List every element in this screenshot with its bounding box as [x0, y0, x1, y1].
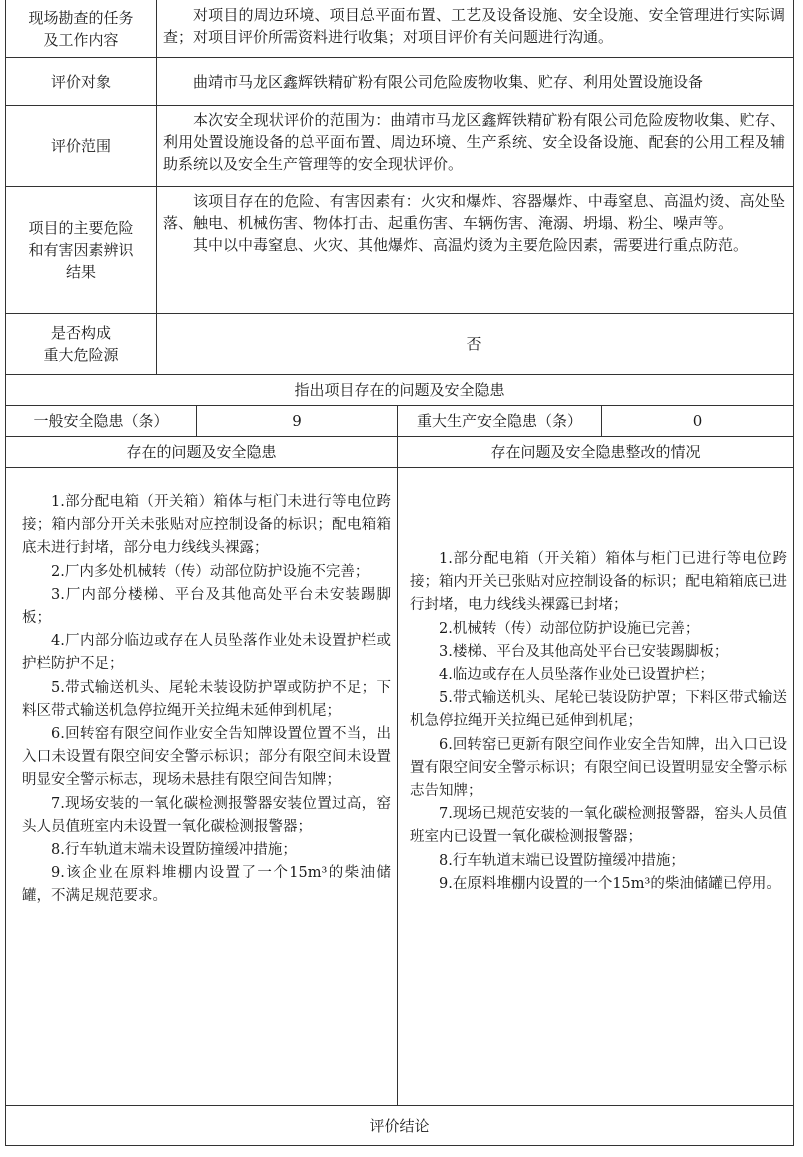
object-text: 曲靖市马龙区鑫辉铁精矿粉有限公司危险废物收集、贮存、利用处置设施设备 [193, 72, 704, 91]
hazards-label-line: 项目的主要危险 [28, 219, 134, 237]
scope-label-text: 评价范围 [50, 137, 111, 155]
conclusion-header-text: 评价结论 [369, 1116, 430, 1135]
task-content [157, 4, 791, 56]
problem-item: 1.部分配电箱（开关箱）箱体与柜门未进行等电位跨接；箱内部分开关未张贴对应控制设备的标识；配电箱箱底未进行封堵，部分电力线线头裸露； [22, 494, 391, 557]
hazards-text: 其中以中毒窒息、火灾、其他爆炸、高温灼烫为主要危险因素，需要进行重点防范。 [193, 236, 749, 254]
rectification-item: 7.现场已规范安装的一氧化碳检测报警器，窑头人员值班室内已设置一氧化碳检测报警器； [410, 806, 787, 846]
problem-item: 7.现场安装的一氧化碳检测报警器安装位置过高，窑头人员值班室内未设置一氧化碳检测报警器； [22, 795, 391, 835]
problem-item: 9.该企业在原料堆棚内设置了一个15m³的柴油储罐，不满足规范要求。 [22, 865, 391, 905]
general-count-label-text: 一般安全隐患（条） [33, 412, 169, 430]
object-content [157, 58, 791, 105]
row-divider [6, 467, 793, 468]
major-count-label-text: 重大生产安全隐患（条） [416, 412, 582, 430]
hazards-content [157, 190, 791, 312]
rectification-item: 3.楼梯、平台及其他高处平台已安装踢脚板； [439, 643, 729, 660]
problem-item: 5.带式输送机头、尾轮未装设防护罩或防护不足；下料区带式输送机急停拉绳开关拉绳未延伸到机尾； [22, 679, 391, 719]
hazards-label-line: 和有害因素辨识 [28, 241, 134, 259]
general-count-label [6, 406, 196, 436]
rectification-item: 6.回转窑已更新有限空间作业安全告知牌，出入口已设置有限空间安全警示标识；有限空间已设置明显安全警示标志告知牌； [410, 736, 787, 800]
problem-item: 2.厂内多处机械转（传）动部位防护设施不完善； [51, 563, 370, 580]
major-count-label [398, 406, 601, 436]
major-hazard-label-line: 是否构成 [50, 324, 111, 342]
problems-column-header [6, 437, 397, 467]
rectification-item: 4.临边或存在人员坠落作业处已设置护栏； [439, 667, 714, 684]
scope-text: 本次安全现状评价的范围为：曲靖市马龙区鑫辉铁精矿粉有限公司危险废物收集、贮存、利用处置设施设备的总平面布置、周边环境、生产系统、安全设备设施、配套的公用工程及辅助系统以及安全生产管理等的安全现状评价。 [163, 111, 785, 173]
rectifications-column-header [398, 437, 793, 467]
task-label-line: 及工作内容 [43, 30, 119, 49]
general-count-value-text: 9 [292, 412, 302, 430]
issues-header-text: 指出项目存在的问题及安全隐患 [294, 381, 505, 399]
problems-list [6, 491, 397, 1096]
object-label-text: 评价对象 [50, 72, 111, 91]
issues-header [6, 375, 793, 405]
general-count-value [197, 406, 397, 436]
task-text: 对项目的周边环境、项目总平面布置、工艺及设备设施、安全设施、安全管理进行实际调查；对项目评价所需资料进行收集；对项目评价有关问题进行沟通。 [163, 6, 785, 46]
major-hazard-value [157, 314, 791, 374]
scope-content [157, 109, 791, 185]
hazards-label [6, 187, 156, 313]
problems-header-text: 存在的问题及安全隐患 [126, 443, 277, 461]
rectification-item: 5.带式输送机头、尾轮已装设防护罩；下料区带式输送机急停拉绳开关拉绳已延伸到机尾； [410, 690, 787, 730]
rectifications-list [398, 548, 793, 998]
problem-item: 3.厂内部分楼梯、平台及其他高处平台未安装踢脚板； [22, 586, 391, 627]
problem-item: 6.回转窑有限空间作业安全告知牌设置位置不当，出入口未设置有限空间安全警示标识；部分有限空间未设置明显安全警示标志，现场未悬挂有限空间告知牌； [22, 726, 391, 789]
rectification-item: 2.机械转（传）动部位防护设施已完善； [439, 620, 700, 637]
hazards-label-line: 结果 [65, 263, 96, 281]
scope-label [6, 106, 156, 186]
major-hazard-label-line: 重大危险源 [43, 346, 119, 364]
major-hazard-label [6, 314, 156, 374]
rectifications-header-text: 存在问题及安全隐患整改的情况 [490, 443, 701, 461]
task-label-line: 现场勘查的任务 [28, 8, 134, 27]
rectification-item: 1.部分配电箱（开关箱）箱体与柜门已进行等电位跨接；箱内开关已张贴对应控制设备的标识；配电箱箱底已进行封堵，电力线线头裸露已封堵； [410, 551, 787, 614]
problem-item: 4.厂内部分临边或存在人员坠落作业处未设置护栏或护栏防护不足； [22, 633, 391, 673]
rectification-item: 8.行车轨道末端已设置防撞缓冲措施； [439, 852, 685, 869]
conclusion-header [6, 1106, 793, 1145]
task-label [6, 0, 156, 57]
problem-item: 8.行车轨道末端未设置防撞缓冲措施； [51, 842, 297, 859]
major-count-value-text: 0 [692, 412, 703, 430]
hazards-text: 该项目存在的危险、有害因素有：火灾和爆炸、容器爆炸、中毒窒息、高温灼烫、高处坠落、触电、机械伤害、物体打击、起重伤害、车辆伤害、淹溺、坍塌、粉尘、噪声等。 [163, 192, 785, 232]
object-label [6, 58, 156, 105]
major-hazard-value-text: 否 [466, 335, 482, 353]
rectification-item: 9.在原料堆棚内设置的一个15m³的柴油储罐已停用。 [439, 875, 781, 892]
major-count-value [602, 406, 793, 436]
evaluation-table [5, 0, 794, 1146]
